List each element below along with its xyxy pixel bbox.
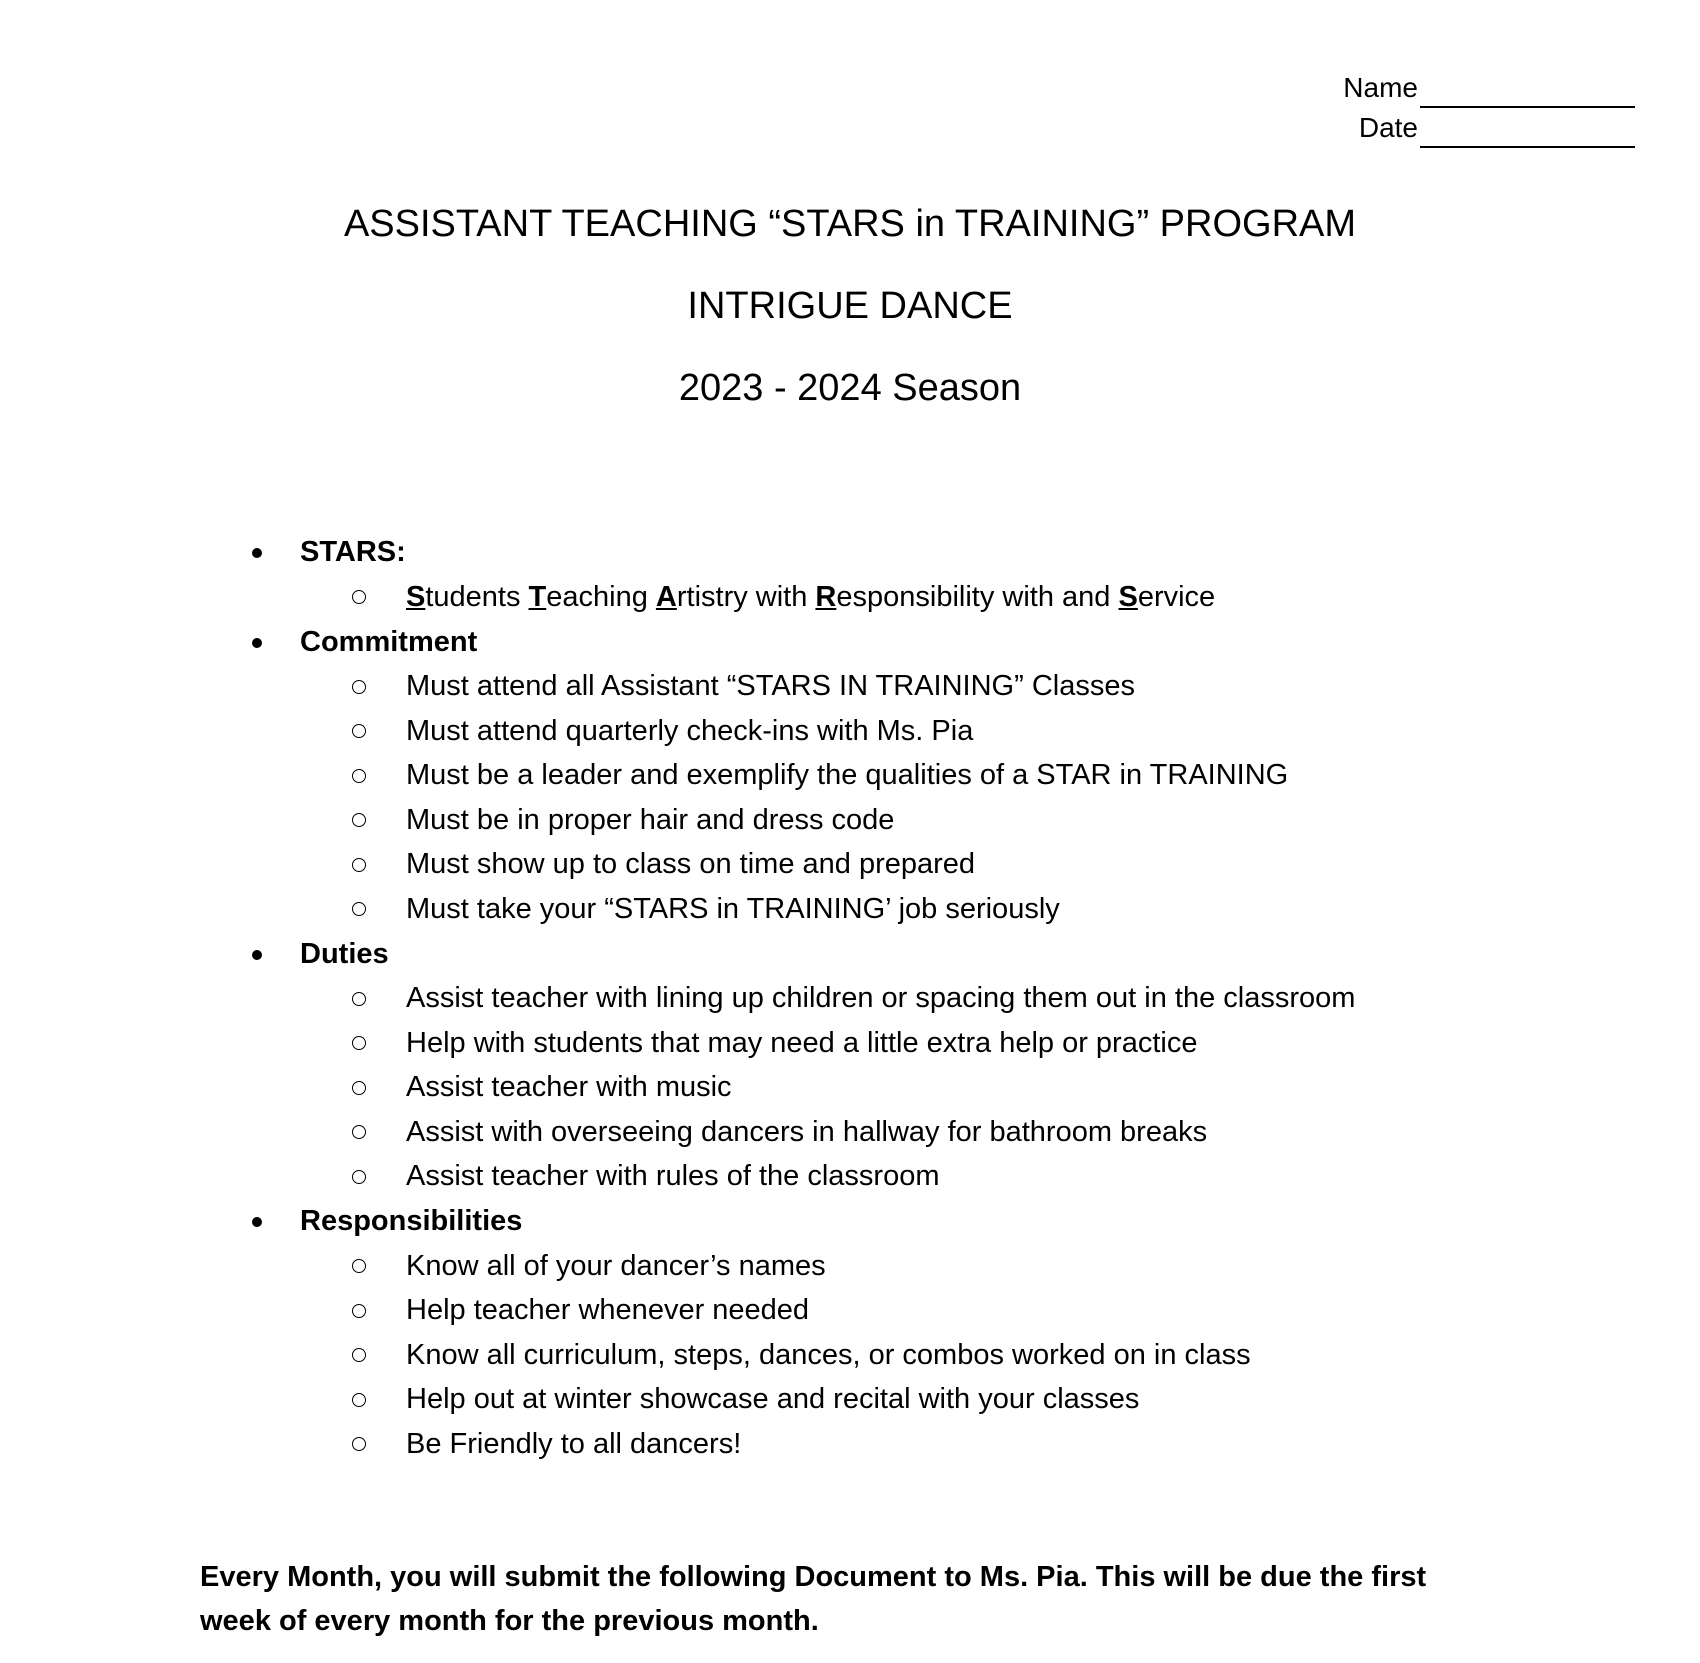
circle-bullet-icon [352,680,366,694]
list-item: Help with students that may need a little extra help or practice [240,1021,1540,1066]
name-label: Name [1343,72,1418,103]
list-item: Must be in proper hair and dress code [240,798,1540,843]
section-head [240,1199,1540,1244]
circle-bullet-icon [352,590,366,604]
bullet-icon [240,932,300,977]
name-field-row [1343,68,1635,108]
bullet-icon [240,530,300,575]
circle-bullet-icon [352,1437,366,1451]
circle-bullet-icon [352,992,366,1006]
circle-bullet-icon [352,902,366,916]
list-item: Assist teacher with rules of the classroom [240,1155,1540,1200]
circle-bullet-icon [352,1348,366,1362]
stars-acronym: Students Teaching Artistry with Responsibility with and Service [406,580,1216,613]
section-head [240,932,1540,977]
section-title-duties: Duties [300,937,389,970]
list-item: Assist teacher with lining up children or spacing them out in the classroom [240,977,1540,1022]
list-item: Must show up to class on time and prepared [240,843,1540,888]
circle-bullet-icon [352,769,366,783]
circle-bullet-icon [352,858,366,872]
section-duties [240,932,1540,1200]
section-head [240,530,1540,575]
name-field[interactable] [1420,76,1635,108]
circle-bullet-icon [352,1170,366,1184]
program-details [240,530,1540,1467]
circle-bullet-icon [352,1259,366,1273]
circle-bullet-icon [352,724,366,738]
list-item: Must take your “STARS in TRAINING’ job seriously [240,887,1540,932]
list-item: Know all of your dancer’s names [240,1244,1540,1289]
title-block [0,200,1700,446]
circle-bullet-icon [352,813,366,827]
date-label: Date [1358,112,1418,143]
list-item [240,575,1540,620]
studio-name: INTRIGUE DANCE [687,285,1013,327]
list-item: Know all curriculum, steps, dances, or combos worked on in class [240,1333,1540,1378]
section-stars [240,530,1540,620]
section-commitment [240,620,1540,932]
header-fields [1343,68,1635,148]
bullet-icon [240,1199,300,1244]
circle-bullet-icon [352,1081,366,1095]
section-title-responsibilities: Responsibilities [300,1205,523,1237]
bullet-icon [240,620,300,665]
date-field[interactable] [1420,116,1635,148]
list-item: Be Friendly to all dancers! [240,1422,1540,1467]
submission-note: Every Month, you will submit the following Document to Ms. Pia. This will be due the first week of every month for the previous month. [200,1561,1427,1637]
program-title: ASSISTANT TEACHING “STARS in TRAINING” PROGRAM [343,203,1357,245]
list-item: Help out at winter showcase and recital with your classes [240,1378,1540,1423]
list-item: Must be a leader and exemplify the qualities of a STAR in TRAINING [240,754,1540,799]
circle-bullet-icon [352,1036,366,1050]
circle-bullet-icon [352,1393,366,1407]
list-item: Assist with overseeing dancers in hallway for bathroom breaks [240,1110,1540,1155]
section-title-stars: STARS: [300,536,406,568]
circle-bullet-icon [352,1125,366,1139]
section-responsibilities [240,1199,1540,1467]
season-title: 2023 - 2024 Season [678,367,1022,409]
section-head [240,620,1540,665]
section-title-commitment: Commitment [300,625,478,658]
list-item: Help teacher whenever needed [240,1289,1540,1334]
circle-bullet-icon [352,1304,366,1318]
list-item: Must attend quarterly check-ins with Ms. Pia [240,709,1540,754]
list-item: Must attend all Assistant “STARS IN TRAINING” Classes [240,665,1540,710]
list-item: Assist teacher with music [240,1066,1540,1111]
date-field-row [1343,108,1635,148]
